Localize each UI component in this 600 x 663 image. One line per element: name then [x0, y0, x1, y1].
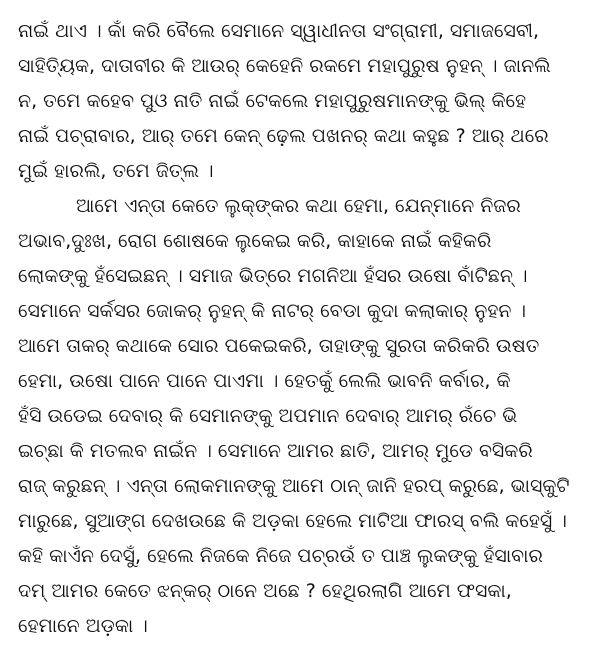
text-line: ହେମାନେ ଅଡ଼କା ।: [18, 615, 148, 637]
text-line: ମୁଇଁ ହାରଲି, ତମେ ଜିତ୍ଲ ।: [18, 160, 214, 182]
text-line: ସାହିତ୍ୟିକ, ଦାତାବୀର କି ଆଉର୍ କେହେନି ରକମେ ମହାପୁରୁଷ ନୁହନ୍ । ଜାନଲି: [18, 55, 551, 77]
text-line: ନାଇଁ ଥାଏ । କାଁ କରି ବୈଲେ ସେମାନେ ସ୍ୱାଧୀନତା ସଂଗ୍ରାମୀ, ସମାଜସେବୀ,: [18, 20, 540, 42]
text-line: ଆମେ ଏନ୍ତା କେତେ ଲୁକ୍ଙ୍କର କଥା ହେମା, ଯେନ୍‌ମାନେ ନିଜର: [76, 195, 521, 217]
text-line: ଦମ୍ ଆମର କେତେ ଝନ୍‌କର୍ ଠାନେ ଅଛେ ? ହେଥିରଲାଗି ଆମେ ଫସକା,: [18, 580, 512, 602]
paragraph-2: [18, 189, 584, 644]
text-line: କହି କାଏଁନ ଦେସୁଁ, ହେଲେ ନିଜକେ ନିଜେ ପଚ୍ରଉଁ ତ ପାଞ୍ଚ ଲୁକଙ୍କୁ ହଁସାବାର: [18, 545, 543, 567]
text-line: ଲୋକଙ୍କୁ ହଁସେଇଛନ୍ । ସମାଜ ଭିତ୍ରେ ମଗନିଆ ହଁସର ଉଷୋ ବାଁଟିଛନ୍ ।: [18, 265, 528, 287]
text-line: ଅଭାବ,ଦୁଃଖ, ରୋଗ ଶୋଷକେ ଲୁକେଇ କରି, କାହାକେ ନାଇଁ କହିକରି: [18, 230, 492, 252]
text-line: ହଁସି ଉଡେଇ ଦେବାର୍ କି ସେମାନଙ୍କୁ ଅପମାନ ଦେବାର୍ ଆମର୍ ରଁଚେ ଭି: [18, 405, 518, 427]
text-line: ଇଚ୍ଛା କି ମତଲବ ନାଇଁନ । ସେମାନେ ଆମର ଛାତି, ଆମର୍ ମୁଡେ ବସିକରି: [18, 440, 533, 462]
text-line: ମାରୁଛେ, ସୁଆଙ୍ଗ ଦେଖଉଛେ କି ଅଡ଼କା ହେଲେ ମାଟିଆ ଫାରସ୍ ବଲି କହେସୁଁ ।: [18, 510, 567, 532]
text-line: ନାଇଁ ପଚ୍ରାବାର, ଆର୍ ତମେ କେନ୍ ଢ଼େଲ ପଖନର୍ କଥା କହୁଛ ? ଆର୍ ଥରେ: [18, 125, 549, 147]
paragraph-1: [18, 14, 584, 189]
text-line: ହେମା, ଉଷୋ ପାନେ ପାନେ ପାଏମା । ହେତକୁଁ ଲେଲି ଭାବନି କର୍ବାର, କି: [18, 370, 511, 392]
text-line: ଆମେ ତାକର୍ କଥାକେ ସୋର ପକେଇକରି, ତାହାଙ୍କୁ ସୁରତା କରିକରି ଉଷତ: [18, 335, 540, 357]
text-line: ରାଜ୍ କରୁଛନ୍ । ଏନ୍ତା ଲୋକମାନଙ୍କୁ ଆମେ ଠାନ୍ ଜାନି ହରପ୍ କରୁଛେ, ଭାସ୍କୁଟି: [18, 475, 570, 497]
text-line: ନ, ତମେ କହେବ ପୁଓ ନାତି ନାଇଁ ଟେକଲେ ମହାପୁରୁଷମାନଙ୍କୁ ଭିଲ୍ କିହେ: [18, 90, 527, 112]
text-line: ସେମାନେ ସର୍କସର ଜୋକର୍ ନୁହନ୍ କି ନାଟର୍ ବେଡା କୁଦା କଲାକାର୍ ନୁହନ ।: [18, 300, 527, 322]
